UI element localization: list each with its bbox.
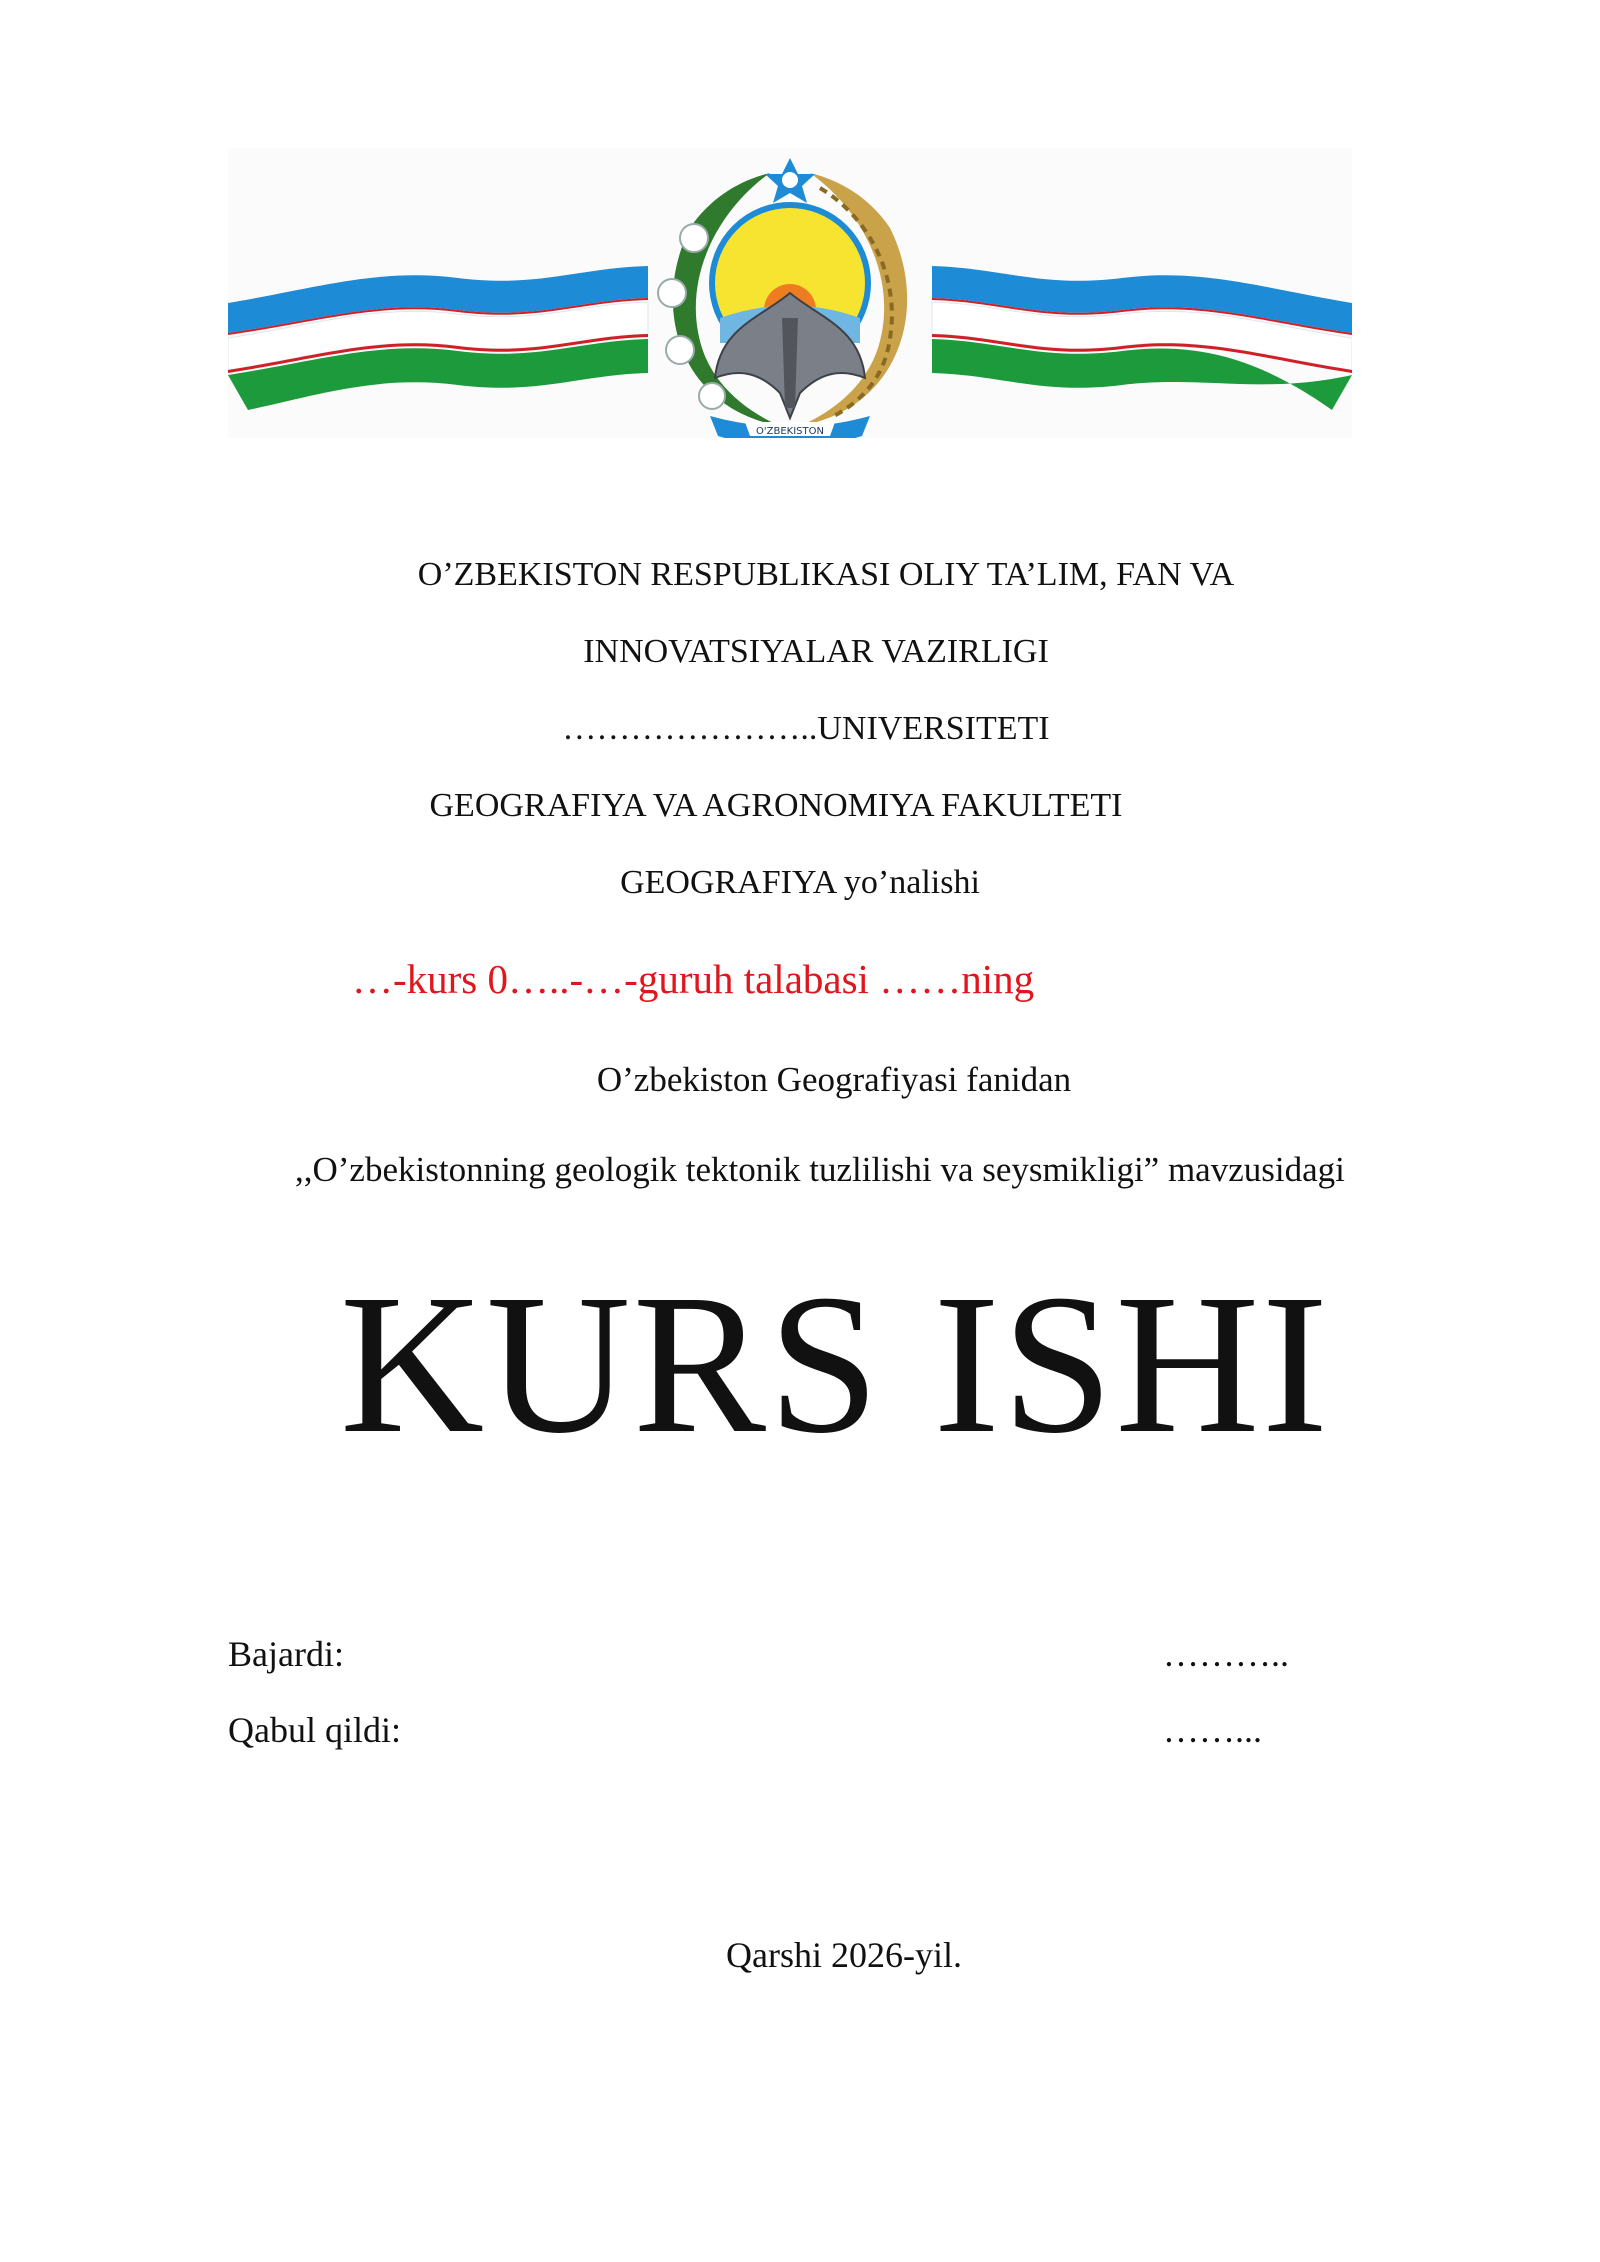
flag-emblem-image [228, 148, 1352, 438]
direction-line: GEOGRAFIYA yo’nalishi [620, 864, 980, 901]
document-title: KURS ISHI [339, 1254, 1331, 1475]
state-emblem-banner [228, 148, 1352, 438]
university-line: …………………..UNIVERSITETI [562, 710, 1050, 747]
done-by-value: ……….. [1163, 1634, 1289, 1674]
ministry-line-1: O’ZBEKISTON RESPUBLIKASI OLIY TA’LIM, FAN VA [417, 556, 1235, 593]
ministry-line-2: INNOVATSIYALAR VAZIRLIGI [583, 633, 1049, 670]
accepted-by-value: ……... [1163, 1710, 1262, 1750]
faculty-line: GEOGRAFIYA VA AGRONOMIYA FAKULTETI [429, 787, 1123, 824]
topic-line: ,,O’zbekistonning geologik tektonik tuzlilishi va seysmikligi” mavzusidagi [295, 1150, 1345, 1189]
city-year-footer: Qarshi 2026-yil. [726, 1935, 962, 1975]
emblem-ribbon-text: O'ZBEKISTON [756, 426, 824, 437]
student-line: …-kurs 0…..-…-guruh talabasi ……ning [352, 956, 1035, 1002]
accepted-by-label: Qabul qildi: [228, 1710, 401, 1750]
done-by-label: Bajardi: [228, 1634, 344, 1674]
subject-line: O’zbekiston Geografiyasi fanidan [596, 1060, 1072, 1099]
